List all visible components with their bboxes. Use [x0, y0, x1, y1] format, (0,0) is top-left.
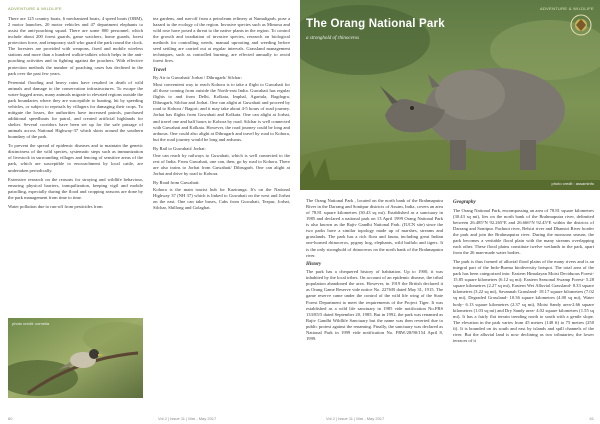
- issue-info: Vol 2 | Issue 11 | Mar - May 2017: [326, 416, 385, 421]
- by-road-text: Kohora is the main tourist hub for Kaziranga. It's on the National Highway 37 (NH 37) which is linked to Guwahati on the west and Jorhat on the east. One can take buses, Cabs from Guwahati, Tezpur, Jorhat, Silchar, Shillong and Golaghat.: [153, 187, 290, 211]
- by-rail-heading: By Rail to Guwahati/ Jorhat:: [153, 145, 206, 151]
- right-column-2: [453, 198, 594, 347]
- by-rail-text: One can reach by railways to Guwahati, which is well connected to the rest of India. From Guwahati, one can, then, go by road to Kohora. There are also trains to Jorhat from Guwahati/ Dibrugarh. One can alight at Jorhat and drive by road to Kohora.: [153, 152, 290, 177]
- right-page: [300, 0, 600, 424]
- page-number: 60: [8, 416, 13, 421]
- left-column-2: [153, 16, 290, 214]
- by-air-text: Most convenient way to reach Kohora is to take a flight to Guwahati for all those coming from outside the North-east India. Guwahati has regular flights to and from Delhi, Kolkata, Imphal, Agartala, Bagdogra, Dibrugarh, Silchar and Jorhat. One can alight at Guwahati and proceed by road to Kohora / Bagori; and it may take about 4-5 hours of road journey. Jorhat has flights from Guwahati and Kolkata. One can alight at Jorhat, and travel one and half hours to Kohora by road. Silchar is well connected with Guwahati and Kolkata. However, the road journey could be long and arduous. One could also alight at Dibrugarh and travel by road to Kohora, but the road journey would be long and arduous.: [153, 82, 290, 142]
- bird-illustration: [8, 318, 143, 398]
- photo-credit: photo credit : assaminfo: [551, 181, 594, 186]
- history-paragraph: The park has a chequered history of habitation. Up to 1900, it was inhabited by the local tribes. On account of an epidemic disease, the tribal population abandoned the area. However, in 1919 the British declared it as Orang Game Reserve vide notice No. 2276/R dated May 31, 1915. The game reserve came under the control of the wild life wing of the State Forest Department to meet the requirements of the Project Tiger. It was established as a wild life sanctuary in 1985 vide notification No.FRS 133/85/5 dated September 20, 1985. But in 1992, the park was renamed as Rajiv Gandhi Wildlife Sanctuary but the name was then reverted due to public protest against the renaming. Finally, the sanctuary was declared as National Park in 1999 vide notification No. FRW/28/90/154 April 8, 1999.: [306, 269, 443, 341]
- page-subtitle: a stronghold of rhinoceros: [306, 36, 360, 41]
- section-tag: ADVENTURE & WILDLIFE: [539, 6, 594, 11]
- paragraph: Perennial flooding and heavy rains have resulted in death of wild animals and damage to the conservation infrastructures. To escape the water-logged areas, many animals migrate to elevated regions outside the park boundaries where they are susceptible to hunting, hit by speeding vehicles, or subject to reprisals by villagers for damaging their crops. To mitigate the losses, the authorities have increased patrols, purchased additional speedboats for patrol, and created artificial highlands for shelter. Several corridors have been set up for the safe passage of animals across National Highway-37 which skirts around the southern boundary of the park.: [8, 79, 143, 140]
- geography-heading: Geography: [453, 200, 476, 205]
- travel-heading: Travel: [153, 67, 167, 73]
- section-tag: ADVENTURE & WILDLIFE: [8, 6, 63, 11]
- paragraph: To prevent the spread of epidemic diseases and to maintain the genetic distinctness of the wild species, systematic steps such as immunization of livestock in surrounding villages and fencing of sensitive areas of the park, which are susceptible to encroachment by local cattle, are undertaken periodically.: [8, 143, 143, 173]
- paragraph: Water pollution due to run-off from pesticides from: [8, 203, 103, 209]
- intro-paragraph: The Orang National Park , located on the north bank of the Brahmaputra River in the Darrang and Sonitpur districts of Assam, India, covers an area of 78.81 square kilometres (30.43 sq mi). Established as a sanctuary in 1985 and declared a national park on 13 April 1999 Orang National Park is also known as the Rajiv Gandhi National Park. (IUCN site) since the two parks have a similar topology made up of marshes, streams and grasslands. The park has a rich flora and fauna, including great Indian one-horned rhinoceros, pygmy hog, elephants, wild buffalo and tigers. It is the only stronghold of rhinoceros on the north bank of the Brahmaputra river.: [306, 198, 444, 258]
- magazine-logo-icon: [570, 14, 592, 36]
- page-title: The Orang National Park: [306, 18, 445, 30]
- geography-paragraph: The Orang National Park, encompassing an area of 78.81 square kilometres (30.43 sq mi), lies on the north bank of the Brahmaputra river, delimited between 26.485°N 92.265°E and 26.666°N 92.45°E within the districts of Darrang and Sonitpur. Pachnoi river, Belsiri river and Dhansiri River border the park and join the Brahmaputra river. During the monsoon season, the park becomes a veritable flood plain with the many streams overlapping each other. These flood plains constitute twelve wetlands in the park, apart from the 26 man-made water bodies.: [453, 207, 594, 256]
- by-road-heading: By Road from Guwahati:: [153, 180, 200, 186]
- paragraph: There are 125 country boats, 6 mechanized boats, 4 speed boats (OBM), 2 motor launches, 20 motor vehicles and 47 department elephants to assist the anti-poaching squad. There are some 800 personnel, which include about 200 forest guards, game watchers, home guards, forest protection force, and temporary staff who guard the park round the clock. The foresters are provided with weapons, fixed and mobile wireless stations and more than a hundred walkie-talkies which helps in the anti-poaching activities and in fighting against the poachers. With effective protection methods the number of poaching cases has declined in the park over the past few years.: [8, 16, 143, 76]
- history-heading: History: [306, 261, 322, 267]
- page-number: 61: [589, 416, 594, 421]
- geography-paragraph: The park is thus formed of alluvial flood plains of the many rivers and is an integral part of the Indo-Burma biodiversity hotspot. The total area of the park has been categorized into: Eastern Himalayan Moist Deciduous Forest-15.85 square kilometres (6.12 sq mi); Eastern Seasonal Swamp Forest- 5.28 square kilometres (2.27 sq mi), Eastern Wet Alluvial Grassland- 8.33 square kilometres (3.22 sq mi), Savannah Grassland- 18.17 square kilometres (7.02 sq mi), Degraded Grassland- 10.36 square kilometres (4.00 sq mi), Water body- 6.13 square kilometres (2.37 sq mi), Moist Sandy area-2.66 square kilometres (1.03 sq mi) and Dry Sandy area- 4.02 square kilometres (1.55 sq mi). It has a fairly flat terrain trending north to south with a gentle slope. The elevation in the park varies from 45 metres (148 ft) to 75 metres (250 ft). It is bounded on its south and east by islands and spill channels of the river. But the alluvial land is now declining as two tributaries; the lower terraces of it: [453, 259, 594, 343]
- paragraph: Extensive research on the reasons for straying and wildlife behaviour, ensuring physical barriers, tranquilization, keeping vigil and mobile patrolling, especially during the flood and cropping seasons are done by the park management from time to time.: [8, 176, 143, 200]
- rhino-photo: [300, 0, 600, 190]
- paragraph: tea gardens, and run-off from a petroleum refinery at Numaligarh, pose a hazard to the ecology of the region. Invasive species such as Mimosa and wild rose have posed a threat to the native plants in the region. To control the growth and irradiation of invasive species, research on biological methods for controlling weeds, manual uprooting and weeding before seed settling are carried out at regular intervals. Grassland management techniques, such as controlled burning, are effected annually to avoid forest fires.: [153, 16, 290, 64]
- left-column-1: [8, 16, 143, 213]
- issue-info: Vol 2 | Issue 11 | Mar - May 2017: [158, 416, 217, 421]
- bird-photo: [8, 318, 143, 398]
- photo-credit: photo credit: cornelia: [12, 321, 50, 326]
- by-air-heading: By Air to Guwahati/ Jorhat / Dibrugarh/ Silchar:: [153, 75, 242, 81]
- right-column-1: [306, 198, 443, 345]
